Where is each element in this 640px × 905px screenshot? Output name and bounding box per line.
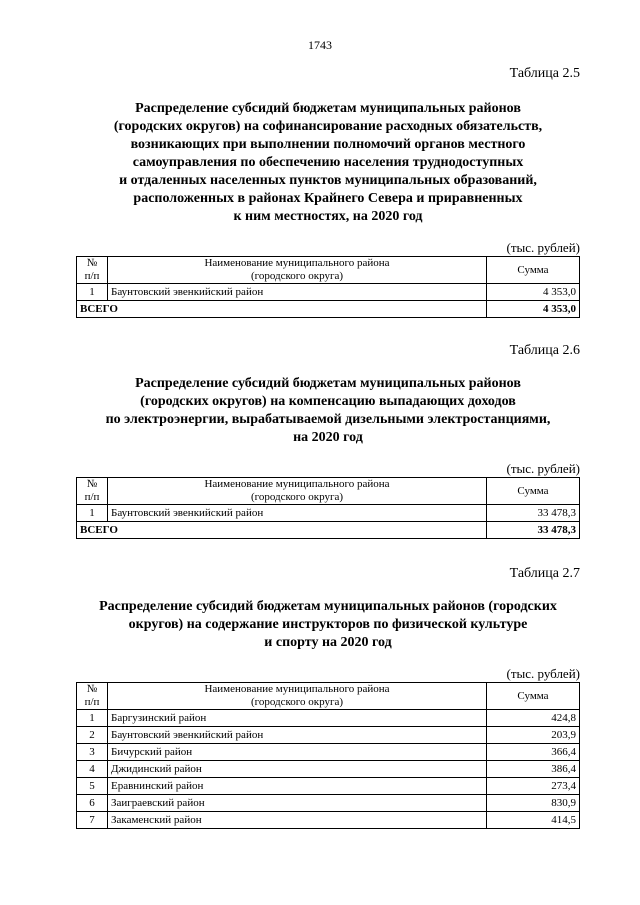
- section-table-2-7: [76, 566, 580, 829]
- table-row: [77, 710, 580, 727]
- row-name: Еравнинский район: [108, 778, 487, 795]
- table-row: [77, 744, 580, 761]
- col-sum-header: Сумма: [487, 257, 580, 284]
- col-name-header: Наименование муниципального района (городского округа): [108, 257, 487, 284]
- row-name: Закаменский район: [108, 812, 487, 829]
- row-name: Баунтовский эвенкийский район: [108, 505, 487, 522]
- row-num: 1: [77, 710, 108, 727]
- table-row: [77, 761, 580, 778]
- row-name: Джидинский район: [108, 761, 487, 778]
- row-name: Баунтовский эвенкийский район: [108, 727, 487, 744]
- data-table: [76, 256, 580, 318]
- table-row: [77, 284, 580, 301]
- table-label: Таблица 2.6: [509, 343, 580, 358]
- data-table: [76, 477, 580, 539]
- row-num: 7: [77, 812, 108, 829]
- col-sum-header: Сумма: [487, 478, 580, 505]
- table-title: Распределение субсидий бюджетам муниципальных районов (городских округов) на компенсацию выпадающих доходов по электроэнергии, вырабатываемой дизельными электростанциями, на 2020 год: [105, 376, 551, 445]
- row-num: 5: [77, 778, 108, 795]
- total-row: [77, 522, 580, 539]
- section-table-2-6: [76, 343, 580, 539]
- row-num: 2: [77, 727, 108, 744]
- table-row: [77, 727, 580, 744]
- table-title: Распределение субсидий бюджетам муниципальных районов (городских округов) на содержание инструкторов по физической культуре и спорту на 2020 год: [99, 599, 557, 650]
- row-sum: 830,9: [487, 795, 580, 812]
- page-number: 1743: [308, 38, 332, 52]
- table-label: Таблица 2.7: [509, 566, 580, 581]
- table-label: Таблица 2.5: [509, 66, 580, 81]
- row-sum: 203,9: [487, 727, 580, 744]
- row-sum: 424,8: [487, 710, 580, 727]
- header-row: [77, 683, 580, 710]
- row-sum: 366,4: [487, 744, 580, 761]
- col-sum-header: Сумма: [487, 683, 580, 710]
- total-sum: 4 353,0: [487, 301, 580, 318]
- col-name-header: Наименование муниципального района (городского округа): [108, 478, 487, 505]
- table-title: Распределение субсидий бюджетам муниципальных районов (городских округов) на софинансирование расходных обязательств, возникающих при выполнении полномочий органов местного самоуправления по обеспечению населения труднодоступных и отдаленных населенных пунктов муниципальных образований, расположенных в районах Крайнего Севера и приравненных к ним местностях, на 2020 год: [113, 101, 543, 224]
- data-table: [76, 682, 580, 829]
- table-row: [77, 778, 580, 795]
- row-sum: 4 353,0: [487, 284, 580, 301]
- total-sum: 33 478,3: [487, 522, 580, 539]
- table-row: [77, 795, 580, 812]
- section-table-2-5: [76, 66, 580, 318]
- row-name: Бичурский район: [108, 744, 487, 761]
- row-sum: 33 478,3: [487, 505, 580, 522]
- row-name: Баунтовский эвенкийский район: [108, 284, 487, 301]
- header-row: [77, 478, 580, 505]
- col-num-header: № п/п: [77, 478, 108, 505]
- row-num: 6: [77, 795, 108, 812]
- total-row: [77, 301, 580, 318]
- units-label: (тыс. рублей): [506, 666, 580, 681]
- row-num: 1: [77, 505, 108, 522]
- col-name-header: Наименование муниципального района (городского округа): [108, 683, 487, 710]
- table-row: [77, 505, 580, 522]
- row-num: 4: [77, 761, 108, 778]
- units-label: (тыс. рублей): [506, 461, 580, 476]
- row-sum: 414,5: [487, 812, 580, 829]
- total-label: ВСЕГО: [77, 522, 487, 539]
- total-label: ВСЕГО: [77, 301, 487, 318]
- units-label: (тыс. рублей): [506, 240, 580, 255]
- row-name: Заиграевский район: [108, 795, 487, 812]
- row-num: 1: [77, 284, 108, 301]
- col-num-header: № п/п: [77, 257, 108, 284]
- table-row: [77, 812, 580, 829]
- row-sum: 273,4: [487, 778, 580, 795]
- row-name: Баргузинский район: [108, 710, 487, 727]
- row-num: 3: [77, 744, 108, 761]
- col-num-header: № п/п: [77, 683, 108, 710]
- header-row: [77, 257, 580, 284]
- row-sum: 386,4: [487, 761, 580, 778]
